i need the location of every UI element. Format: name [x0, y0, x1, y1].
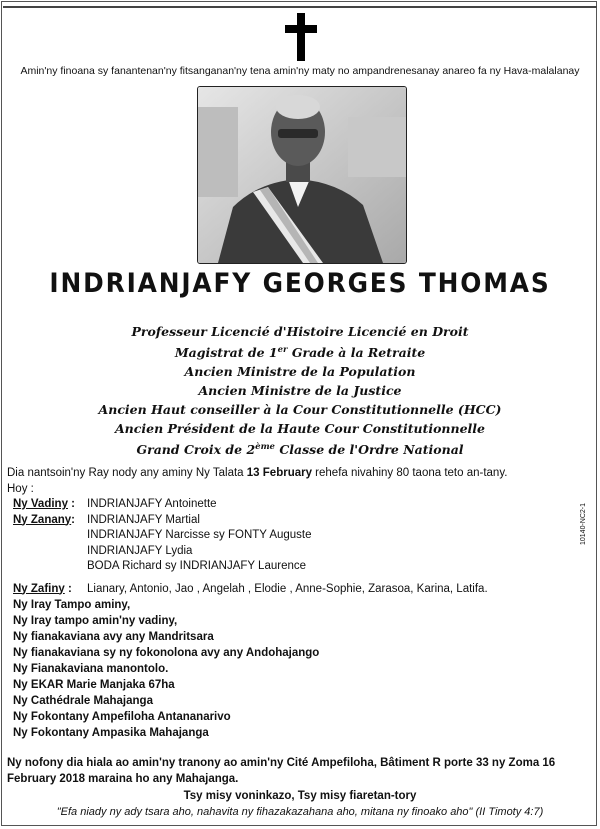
list-item: Ny Iray Tampo aminy, [13, 599, 131, 611]
closing-text: Ny nofony dia hiala ao amin'ny tranony ao amin'ny Cité Ampefiloha, Bâtiment R porte 33 ny Zoma 16 February 2018 maraina ho any Mahajanga. [7, 757, 556, 785]
list-item: Ny Fokontany Ampasika Mahajanga [13, 727, 209, 739]
title-line: Professeur Licencié d'Histoire Licencié en Droit [131, 324, 469, 339]
title-line: Grand Croix de 2ème Classe de l'Ordre National [136, 442, 464, 458]
title-line: Ancien Haut conseiller à la Cour Constitutionnelle (HCC) [98, 402, 502, 418]
title-line: Magistrat de 1er Grade à la Retraite [174, 345, 426, 361]
list-item: Ny EKAR Marie Manjaka 67ha [13, 679, 175, 691]
announcement-body [7, 466, 592, 741]
list-item: Ny Fianakaviana manontolo. [13, 663, 169, 675]
bible-verse: "Efa niady ny ady tsara aho, nahavita ny fihazakazahana aho, mitana ny finoako aho" (II Timoty 4:7) [56, 806, 544, 818]
deceased-name: INDRIANJAFY GEORGES THOMAS [49, 268, 551, 299]
title-line: Ancien Ministre de la Population [184, 364, 416, 380]
list-item: Ny fianakaviana sy ny fokonolona avy any Andohajango [13, 647, 320, 659]
portrait-photo [197, 86, 407, 264]
family-zanany: Ny Zanany: INDRIANJAFY Martial INDRIANJAFY Narcisse sy FONTY Auguste INDRIANJAFY Lydia BODA Richard sy INDRIANJAFY Laurence [13, 513, 312, 572]
announce-line: Dia nantsoin'ny Ray nody any aminy Ny Talata 13 February rehefa nivahiny 80 taona teto an-tany. [7, 467, 508, 479]
intro-text: Amin'ny finoana sy fanantenan'ny fitsanganan'ny tena amin'ny maty no ampandrenesanay anareo fa ny Hava-malalanay [20, 65, 580, 77]
list-item: Ny Fokontany Ampefiloha Antananarivo [13, 711, 231, 723]
motto-text: Tsy misy voninkazo, Tsy misy fiaretan-tory [183, 790, 417, 802]
family-vadiny: Ny Vadiny : INDRIANJAFY Antoinette [13, 498, 217, 510]
top-rule [3, 6, 597, 8]
hoy-label: Hoy : [7, 482, 34, 495]
reference-code: 10140-NC2-1 [580, 502, 587, 545]
cross-icon [285, 13, 317, 61]
list-item: Ny Iray tampo amin'ny vadiny, [13, 615, 178, 627]
list-item: Ny Cathédrale Mahajanga [13, 695, 153, 707]
title-line: Ancien Ministre de la Justice [198, 383, 402, 399]
family-zafiny: Ny Zafiny : Lianary, Antonio, Jao , Angelah , Elodie , Anne-Sophie, Zarasoa, Karina, Latifa. [13, 582, 488, 595]
others-list [7, 597, 592, 741]
title-line: Ancien Président de la Haute Cour Constitutionnelle [114, 421, 486, 437]
titles-list [0, 322, 600, 459]
list-item: Ny fianakaviana avy any Mandritsara [13, 631, 214, 643]
